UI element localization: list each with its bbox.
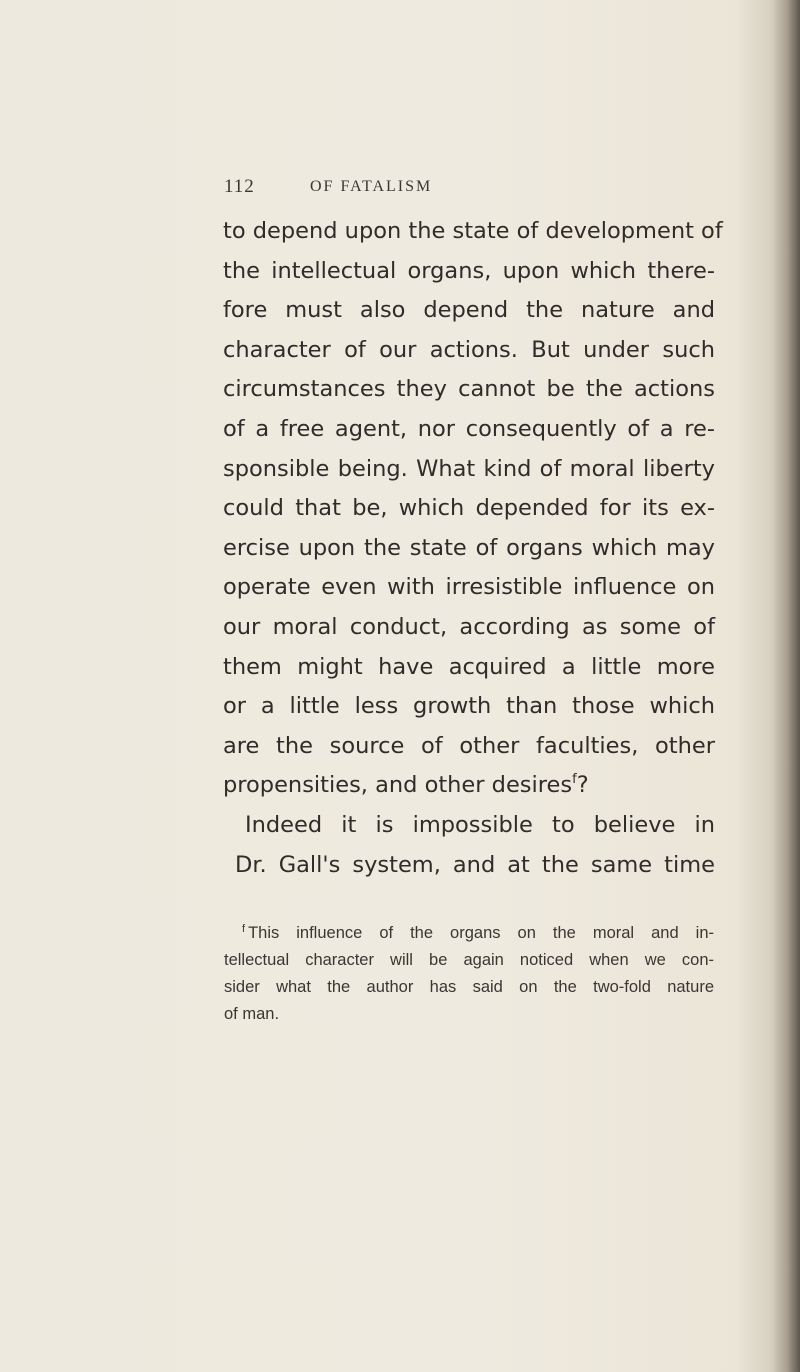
text-line-content: propensities, and other desires: [223, 772, 573, 799]
text-line: fore must also depend the nature and: [223, 297, 715, 324]
text-line: Dr. Gall's system, and at the same time: [235, 851, 715, 878]
text-line: to depend upon the state of development of: [223, 218, 723, 244]
text-line-with-footnote-ref: [223, 766, 715, 806]
line-end-punctuation: ?: [576, 772, 589, 799]
text-line: Indeed it is impossible to believe in: [245, 811, 715, 838]
page-edge-shadow: [772, 0, 800, 1372]
text-line: our moral conduct, according as some of: [223, 613, 715, 640]
text-line: them might have acquired a little more: [223, 653, 715, 680]
footnote-marker: f: [242, 923, 246, 935]
text-line: could that be, which depended for its ex-: [223, 495, 715, 522]
footnote-line-content: This influence of the organs on the moral and in-: [248, 924, 714, 942]
text-line: or a little less growth than those which: [223, 693, 715, 720]
text-line: are the source of other faculties, other: [223, 732, 715, 759]
body-text: [223, 212, 723, 885]
footnote: [224, 920, 714, 1028]
text-line: character of our actions. But under such: [223, 336, 715, 363]
text-line: operate even with irresistible influence on: [223, 574, 715, 601]
footnote-line: tellectual character will be again noticed when we con-: [224, 951, 714, 969]
footnote-line: [224, 920, 714, 947]
running-head: OF FATALISM: [310, 178, 433, 195]
footnote-line: of man.: [224, 1005, 280, 1023]
page-number: 112: [224, 176, 255, 197]
footnote-line: sider what the author has said on the two-fold nature: [224, 978, 714, 996]
page-header: [224, 176, 704, 200]
text-line: sponsible being. What kind of moral liberty: [223, 455, 715, 482]
text-line: circumstances they cannot be the actions: [223, 376, 715, 403]
text-line: of a free agent, nor consequently of a re-: [223, 415, 715, 442]
text-line: the intellectual organs, upon which there-: [223, 257, 715, 284]
footnote-reference: f: [572, 772, 577, 788]
text-line: ercise upon the state of organs which may: [223, 534, 715, 561]
